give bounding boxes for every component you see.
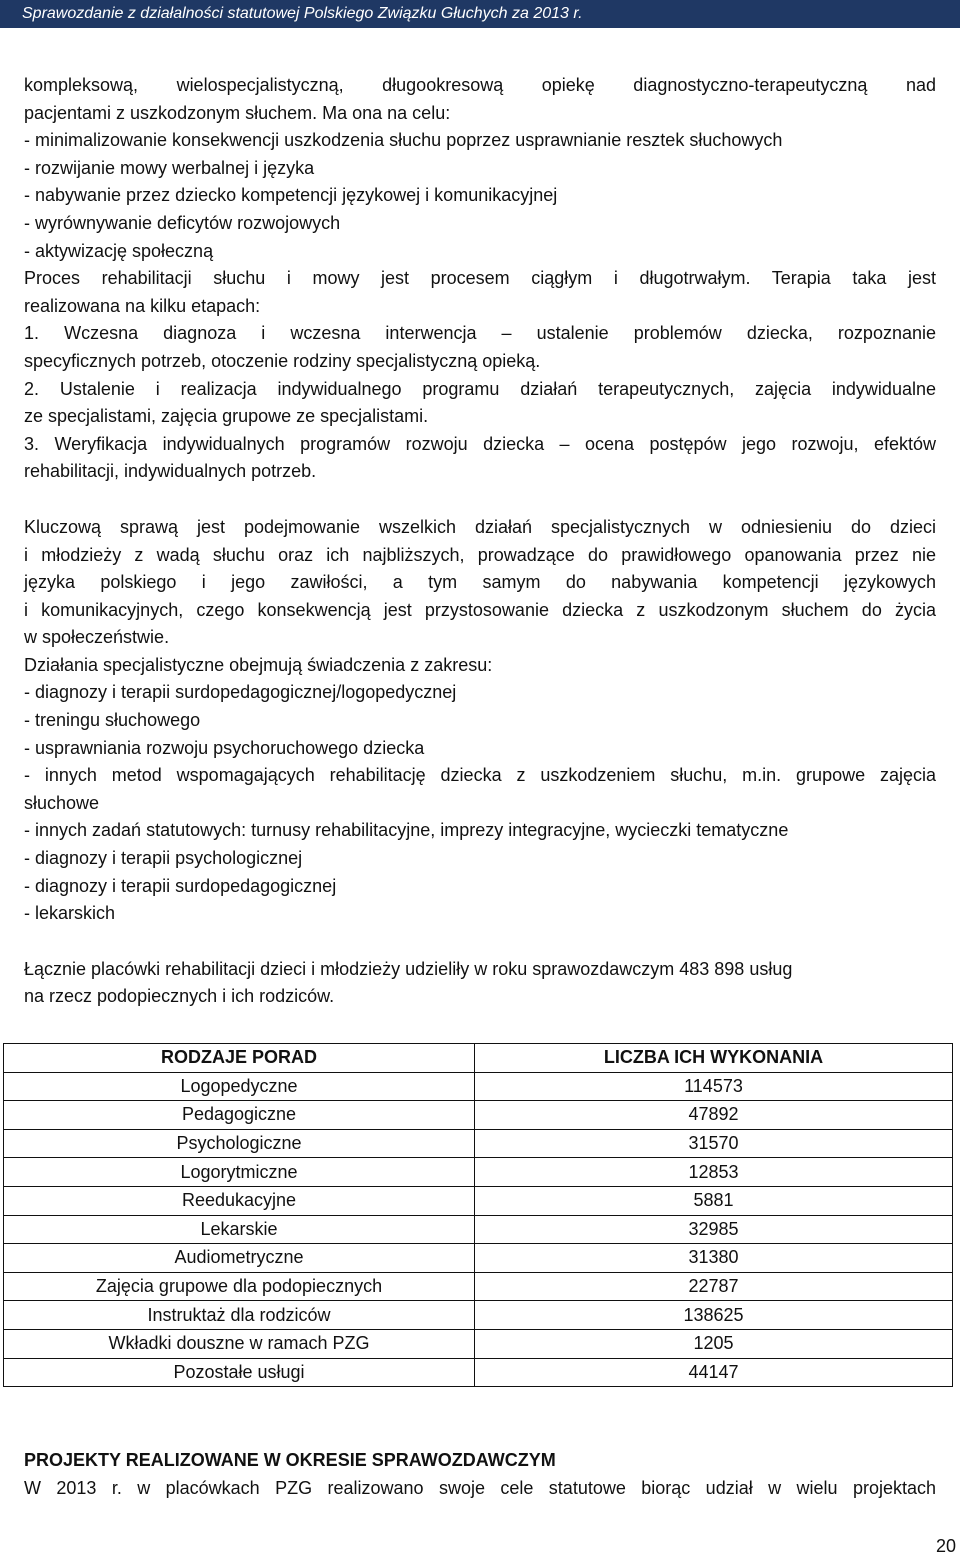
table-cell-count: 47892	[475, 1101, 953, 1130]
key-paragraph-line: Kluczową sprawą jest podejmowanie wszelkich działań specjalistycznych w odniesieniu do dzieci	[24, 516, 936, 537]
table-cell-type: Logorytmiczne	[4, 1158, 475, 1187]
table-cell-count: 12853	[475, 1158, 953, 1187]
stage-1-line-2: specyficznych potrzeb, otoczenie rodziny specjalistyczną opieką.	[24, 350, 541, 371]
table-header-type: RODZAJE PORAD	[4, 1044, 475, 1073]
key-paragraph-last-line: w społeczeństwie.	[24, 627, 170, 648]
spacer	[24, 486, 936, 514]
goal-item: - aktywizację społeczną	[24, 240, 214, 261]
services-intro: Działania specjalistyczne obejmują świadczenia z zakresu:	[24, 654, 493, 675]
table-row	[4, 1129, 953, 1158]
service-item: - usprawniania rozwoju psychoruchowego dziecka	[24, 737, 425, 758]
service-item: - diagnozy i terapii surdopedagogicznej	[24, 875, 337, 896]
table-cell-type: Reedukacyjne	[4, 1186, 475, 1215]
stage-2-line-1: 2. Ustalenie i realizacja indywidualnego programu działań terapeutycznych, zajęcia indywidualne	[24, 378, 936, 399]
goal-item: - minimalizowanie konsekwencji uszkodzenia słuchu poprzez usprawnianie resztek słuchowych	[24, 130, 783, 151]
table-cell-type: Psychologiczne	[4, 1129, 475, 1158]
table-row	[4, 1101, 953, 1130]
table-cell-type: Wkładki douszne w ramach PZG	[4, 1329, 475, 1358]
stage-1-line-1: 1. Wczesna diagnoza i wczesna interwencja – ustalenie problemów dziecka, rozpoznanie	[24, 323, 936, 344]
key-paragraph-line: i komunikacyjnych, czego konsekwencją jest przystosowanie dziecka z uszkodzonym słuchem do życia	[24, 599, 936, 620]
goal-item: - nabywanie przez dziecko kompetencji językowej i komunikacyjnej	[24, 185, 558, 206]
table-cell-type: Logopedyczne	[4, 1072, 475, 1101]
stage-3-line-2: rehabilitacji, indywidualnych potrzeb.	[24, 461, 317, 482]
key-paragraph-line: i młodzieży z wadą słuchu oraz ich najbliższych, prowadzące do prawidłowego opanowania przez nie	[24, 544, 936, 565]
projects-section	[24, 1446, 936, 1502]
table-row	[4, 1072, 953, 1101]
table-cell-type: Zajęcia grupowe dla podopiecznych	[4, 1272, 475, 1301]
table-header-count: LICZBA ICH WYKONANIA	[475, 1044, 953, 1073]
table-row	[4, 1158, 953, 1187]
table-row	[4, 1186, 953, 1215]
table-cell-count: 114573	[475, 1072, 953, 1101]
process-line-1: Proces rehabilitacji słuchu i mowy jest procesem ciągłym i długotrwałym. Terapia taka jest	[24, 268, 936, 289]
table-cell-count: 31570	[475, 1129, 953, 1158]
table-row	[4, 1329, 953, 1358]
table-header-row	[4, 1044, 953, 1073]
projects-title: PROJEKTY REALIZOWANE W OKRESIE SPRAWOZDAWCZYM	[24, 1450, 556, 1470]
service-item: - treningu słuchowego	[24, 710, 201, 731]
table-cell-count: 5881	[475, 1186, 953, 1215]
key-paragraph-line: języka polskiego i jego zawiłości, a tym samym do nabywania kompetencji językowych	[24, 572, 936, 593]
stage-3-line-1: 3. Weryfikacja indywidualnych programów rozwoju dziecka – ocena postępów jego rozwoju, efektów	[24, 433, 936, 454]
goal-item: - wyrównywanie deficytów rozwojowych	[24, 212, 341, 233]
table-cell-count: 1205	[475, 1329, 953, 1358]
table-cell-type: Pozostałe usługi	[4, 1358, 475, 1387]
service-item: - lekarskich	[24, 903, 116, 924]
process-line-2: realizowana na kilku etapach:	[24, 295, 261, 316]
table-row	[4, 1301, 953, 1330]
table-row	[4, 1358, 953, 1387]
summary-line-2: na rzecz podopiecznych i ich rodziców.	[24, 986, 335, 1007]
table-cell-type: Audiometryczne	[4, 1244, 475, 1273]
projects-text: W 2013 r. w placówkach PZG realizowano swoje cele statutowe biorąc udział w wielu projektach	[24, 1478, 936, 1498]
page-number: 20	[935, 1536, 956, 1556]
service-item-continuation: słuchowe	[24, 792, 100, 813]
table-cell-count: 138625	[475, 1301, 953, 1330]
service-item: - innych zadań statutowych: turnusy rehabilitacyjne, imprezy integracyjne, wycieczki tematyczne	[24, 820, 789, 841]
table-row	[4, 1272, 953, 1301]
table-cell-type: Pedagogiczne	[4, 1101, 475, 1130]
service-item: - diagnozy i terapii surdopedagogicznej/logopedycznej	[24, 682, 457, 703]
table-row	[4, 1244, 953, 1273]
table-row	[4, 1215, 953, 1244]
service-item: - innych metod wspomagających rehabilitację dziecka z uszkodzeniem słuchu, m.in. grupowe zajęcia	[24, 765, 936, 786]
stage-2-line-2: ze specjalistami, zajęcia grupowe ze specjalistami.	[24, 406, 429, 427]
table-cell-count: 22787	[475, 1272, 953, 1301]
intro-line-1: kompleksową, wielospecjalistyczną, długookresową opiekę diagnostyczno-terapeutyczną nad	[24, 75, 936, 95]
service-item: - diagnozy i terapii psychologicznej	[24, 848, 303, 869]
table-cell-type: Lekarskie	[4, 1215, 475, 1244]
table-cell-type: Instruktaż dla rodziców	[4, 1301, 475, 1330]
table-cell-count: 31380	[475, 1244, 953, 1273]
services-table	[3, 1043, 953, 1387]
table-cell-count: 32985	[475, 1215, 953, 1244]
summary-line-1: Łącznie placówki rehabilitacji dzieci i młodzieży udzieliły w roku sprawozdawczym 483 898 usług	[24, 958, 793, 979]
intro-line-2: pacjentami z uszkodzonym słuchem. Ma ona na celu:	[24, 102, 451, 123]
table-cell-count: 44147	[475, 1358, 953, 1387]
page-header: Sprawozdanie z działalności statutowej Polskiego Związku Głuchych za 2013 r.	[0, 0, 960, 28]
spacer	[24, 928, 936, 956]
document-body	[24, 72, 936, 1011]
goal-item: - rozwijanie mowy werbalnej i języka	[24, 157, 315, 178]
